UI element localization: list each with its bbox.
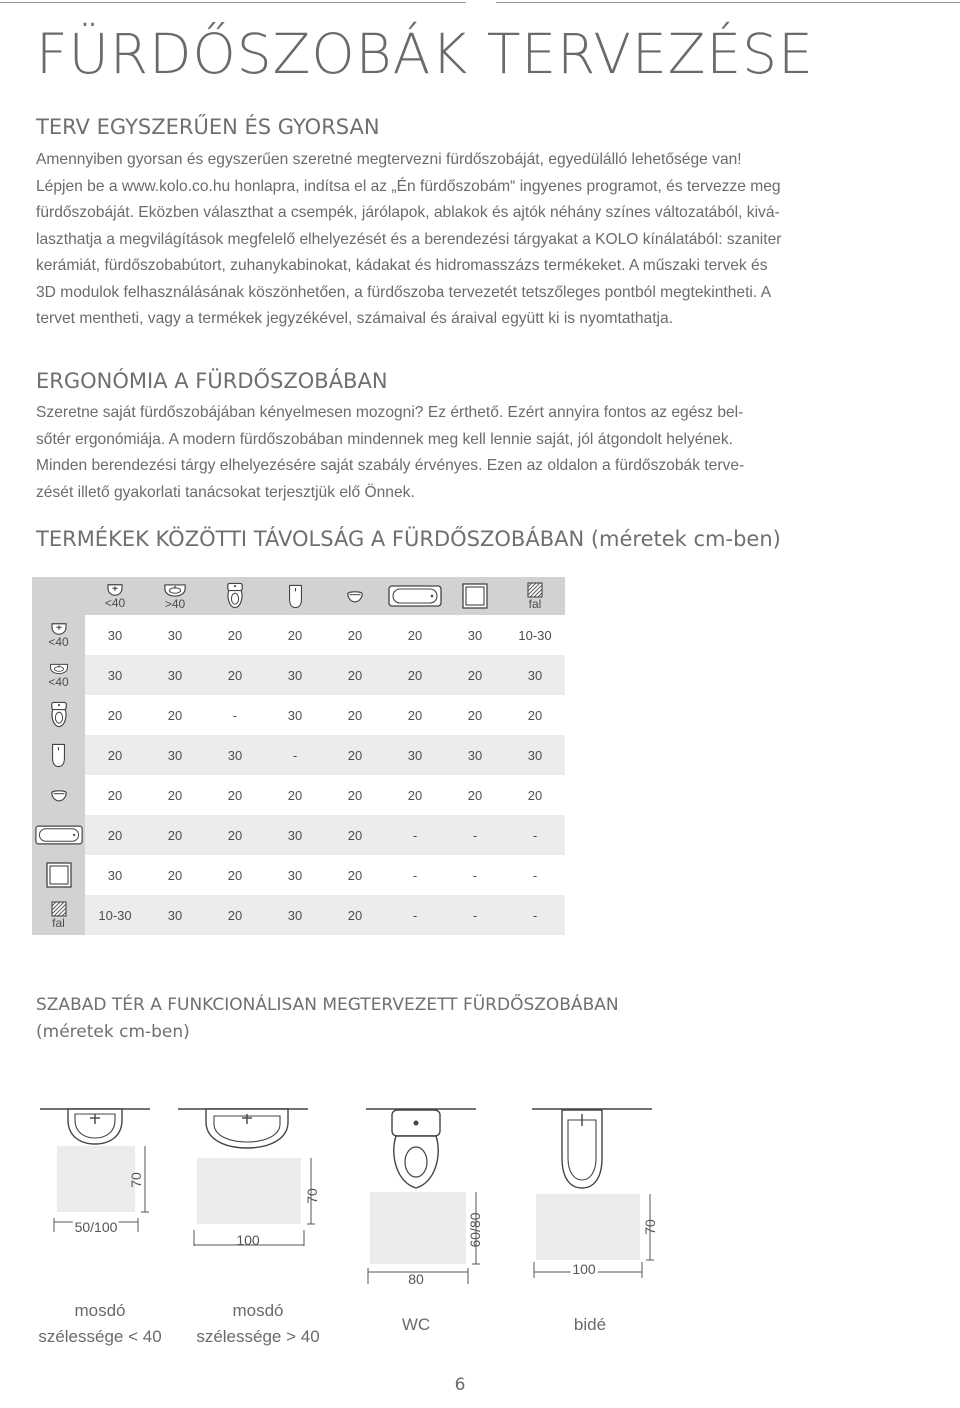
table-cell: 20 xyxy=(205,895,265,935)
table-cell: - xyxy=(505,855,565,895)
table-cell: - xyxy=(505,895,565,935)
urinal-icon xyxy=(50,788,68,803)
row-header-toilet xyxy=(32,695,85,735)
free-space-area xyxy=(197,1158,301,1224)
table-row xyxy=(32,775,565,815)
table-cell: - xyxy=(445,895,505,935)
bidet-icon xyxy=(562,1110,602,1188)
paragraph-line: fürdőszobáját. Eközben választhat a csempék, járólapok, ablakok és ajtók néhány színes változatából, kivá- xyxy=(36,204,780,221)
diagram-caption-large-washbasin xyxy=(178,1298,338,1350)
caption-line: mosdó xyxy=(74,1301,126,1320)
paragraph-line: 3D modulok felhasználásának köszönhetően, a fürdőszoba tervezetét tetszőleges pontból megtekintheti. A xyxy=(36,283,772,301)
paragraph-line: laszthatja a megvilágítások megfelelő elhelyezését és a berendezési tárgyakat a KOLO kínálatából: szaniter xyxy=(36,230,782,248)
table-cell: 20 xyxy=(205,615,265,655)
paragraph-line: tervet mentheti, vagy a termékek jegyzékével, számaival és áraival együtt ki is nyomtathatja. xyxy=(36,310,674,327)
table-cell: 20 xyxy=(145,855,205,895)
table-cell: 20 xyxy=(505,695,565,735)
table-cell: 30 xyxy=(265,815,325,855)
urinal-icon xyxy=(346,589,364,604)
row-header-bathtub xyxy=(32,815,85,855)
table-cell: - xyxy=(385,855,445,895)
table-cell: 30 xyxy=(505,655,565,695)
table-cell: 20 xyxy=(325,815,385,855)
paragraph-line: Szeretne saját fürdőszobájában kényelmesen mozogni? Ez érthető. Ezért annyira fontos az egész bel- xyxy=(36,404,744,421)
large-washbasin-icon xyxy=(163,583,187,598)
table-header-row xyxy=(32,577,565,615)
table-cell: 30 xyxy=(85,855,145,895)
table-cell: 20 xyxy=(325,855,385,895)
wall-icon xyxy=(526,582,544,598)
table-cell: 20 xyxy=(265,775,325,815)
bidet-icon xyxy=(50,742,67,769)
table-cell: 30 xyxy=(145,735,205,775)
table-cell: 10-30 xyxy=(85,895,145,935)
table-cell: 20 xyxy=(445,775,505,815)
large-washbasin-icon xyxy=(206,1109,288,1148)
table-cell: - xyxy=(205,695,265,735)
table-cell: 20 xyxy=(385,655,445,695)
free-space-diagram-large-washbasin xyxy=(178,1100,328,1252)
table-cell: 20 xyxy=(385,775,445,815)
bidet-icon xyxy=(287,583,304,610)
table-cell: 20 xyxy=(85,695,145,735)
width-dimension-label: 50/100 xyxy=(74,1219,118,1235)
toilet-icon xyxy=(226,582,244,610)
table-row xyxy=(32,615,565,655)
table-row xyxy=(32,735,565,775)
section-heading-free-space xyxy=(36,992,619,1046)
small-washbasin-icon xyxy=(68,1109,122,1144)
paragraph-line: kerámiát, fürdőszobabútort, zuhanykabinokat, kádakat és hidromasszázs termékeket. A műszaki tervek és xyxy=(36,257,768,274)
table-cell: 20 xyxy=(325,615,385,655)
width-dimension-label: 100 xyxy=(572,1261,596,1277)
free-space-area xyxy=(536,1194,640,1260)
section-text-ergonomics xyxy=(36,400,910,506)
table-cell: 30 xyxy=(85,615,145,655)
table-cell: 30 xyxy=(145,895,205,935)
column-header-label: <40 xyxy=(104,596,126,610)
paragraph-line: Lépjen be a www.kolo.co.hu honlapra, indítsa el az „Én fürdőszobám“ ingyenes programot, és tervezze meg xyxy=(36,177,781,195)
table-cell: 30 xyxy=(385,735,445,775)
bathtub-icon xyxy=(35,825,83,845)
page-title: FÜRDŐSZOBÁK TERVEZÉSE xyxy=(36,22,814,86)
table-cell: 10-30 xyxy=(505,615,565,655)
table-row xyxy=(32,655,565,695)
table-row xyxy=(32,695,565,735)
row-header-small-washbasin xyxy=(32,615,85,655)
free-space-diagram-bidet xyxy=(522,1100,672,1286)
bathtub-icon xyxy=(388,585,442,607)
depth-dimension-label: 60/80 xyxy=(467,1212,483,1248)
section-heading-line: (méretek cm-ben) xyxy=(36,1022,190,1042)
caption-line: szélessége < 40 xyxy=(38,1327,162,1346)
table-cell: - xyxy=(445,815,505,855)
column-header-wall xyxy=(505,577,565,615)
table-cell: 20 xyxy=(205,655,265,695)
section-text-plan xyxy=(36,147,910,333)
small-washbasin-icon xyxy=(106,583,124,597)
column-header-toilet xyxy=(205,577,265,615)
table-cell: 20 xyxy=(445,655,505,695)
table-cell: 20 xyxy=(505,775,565,815)
paragraph-line: sőtér ergonómiája. A modern fürdőszobában mindennek meg kell lennie saját, jól átgondolt helyének. xyxy=(36,430,733,448)
table-cell: 20 xyxy=(325,695,385,735)
shower-tray-icon xyxy=(462,583,488,609)
table-cell: 20 xyxy=(205,815,265,855)
row-header-label: <40 xyxy=(48,635,69,649)
small-washbasin-icon xyxy=(50,622,68,636)
distance-table xyxy=(32,577,565,935)
table-cell: 30 xyxy=(265,855,325,895)
width-dimension-label: 100 xyxy=(236,1232,260,1248)
table-cell: 30 xyxy=(265,655,325,695)
table-row xyxy=(32,815,565,855)
table-cell: - xyxy=(385,895,445,935)
table-cell: 30 xyxy=(145,655,205,695)
table-cell: - xyxy=(505,815,565,855)
column-header-label: >40 xyxy=(164,596,186,611)
table-cell: 20 xyxy=(265,615,325,655)
paragraph-line: Amennyiben gyorsan és egyszerűen szeretné megtervezni fürdőszobáját, egyedülálló lehetősége van! xyxy=(36,151,742,168)
table-cell: 20 xyxy=(445,695,505,735)
table-cell: 20 xyxy=(325,735,385,775)
wall-icon xyxy=(50,901,68,917)
caption-line: szélessége > 40 xyxy=(196,1327,320,1346)
toilet-icon xyxy=(50,701,68,729)
row-header-shower-tray xyxy=(32,855,85,895)
table-row xyxy=(32,895,565,935)
depth-dimension-label: 70 xyxy=(128,1172,144,1188)
free-space-diagram-small-washbasin xyxy=(40,1100,160,1240)
diagram-caption-toilet xyxy=(366,1312,466,1338)
table-cell: - xyxy=(265,735,325,775)
column-header-bathtub xyxy=(385,577,445,615)
table-cell: 20 xyxy=(325,895,385,935)
table-cell: 20 xyxy=(145,695,205,735)
table-cell: - xyxy=(385,815,445,855)
depth-dimension-label: 70 xyxy=(304,1188,320,1204)
row-header-wall xyxy=(32,895,85,935)
table-cell: 20 xyxy=(145,775,205,815)
table-cell: 30 xyxy=(265,895,325,935)
column-header-shower-tray xyxy=(445,577,505,615)
caption-line: mosdó xyxy=(232,1301,284,1320)
diagram-caption-small-washbasin xyxy=(20,1298,180,1350)
section-heading-distances: TERMÉKEK KÖZÖTTI TÁVOLSÁG A FÜRDŐSZOBÁBAN (méretek cm-ben) xyxy=(36,527,781,551)
top-rule-left xyxy=(0,2,466,3)
caption-line: bidé xyxy=(573,1315,607,1334)
row-header-large-washbasin xyxy=(32,655,85,695)
table-cell: 30 xyxy=(85,655,145,695)
table-cell: 30 xyxy=(505,735,565,775)
table-cell: 20 xyxy=(85,735,145,775)
free-space-diagram-toilet xyxy=(356,1100,496,1290)
table-cell: 20 xyxy=(85,775,145,815)
top-rule-right xyxy=(496,2,960,3)
row-header-label: <40 xyxy=(48,675,69,689)
row-header-label: fal xyxy=(52,916,65,930)
column-header-small-washbasin xyxy=(85,577,145,615)
row-header-bidet xyxy=(32,735,85,775)
free-space-area xyxy=(57,1146,135,1212)
width-dimension-label: 80 xyxy=(408,1271,424,1287)
column-header-urinal xyxy=(325,577,385,615)
large-washbasin-icon xyxy=(49,662,69,676)
table-cell: 20 xyxy=(85,815,145,855)
shower-tray-icon xyxy=(46,862,72,888)
table-cell: 20 xyxy=(385,695,445,735)
page-number: 6 xyxy=(454,1375,466,1395)
table-cell: 30 xyxy=(205,735,265,775)
paragraph-line: zését illető gyakorlati tanácsokat terjesztjük elő Önnek. xyxy=(36,483,415,501)
table-cell: 20 xyxy=(145,815,205,855)
section-heading-ergonomics: ERGONÓMIA A FÜRDŐSZOBÁBAN xyxy=(36,369,388,393)
table-cell: 30 xyxy=(265,695,325,735)
column-header-label: fal xyxy=(528,597,542,611)
table-corner-cell xyxy=(32,577,85,615)
table-cell: 20 xyxy=(205,855,265,895)
diagram-caption-bidet xyxy=(540,1312,640,1338)
depth-dimension-label: 70 xyxy=(642,1219,658,1235)
paragraph-line: Minden berendezési tárgy elhelyezésére saját szabály érvényes. Ezen az oldalon a fürdőszobák terve- xyxy=(36,457,745,474)
column-header-large-washbasin xyxy=(145,577,205,615)
row-header-urinal xyxy=(32,775,85,815)
table-cell: 20 xyxy=(385,615,445,655)
section-heading-line: SZABAD TÉR A FUNKCIONÁLISAN MEGTERVEZETT FÜRDŐSZOBÁBAN xyxy=(36,995,619,1015)
column-header-bidet xyxy=(265,577,325,615)
caption-line: WC xyxy=(401,1315,431,1334)
table-cell: 30 xyxy=(445,615,505,655)
table-cell: - xyxy=(445,855,505,895)
table-row xyxy=(32,855,565,895)
table-cell: 20 xyxy=(325,775,385,815)
section-heading-plan: TERV EGYSZERŰEN ÉS GYORSAN xyxy=(36,115,380,139)
toilet-icon xyxy=(392,1110,440,1188)
table-cell: 30 xyxy=(445,735,505,775)
table-cell: 20 xyxy=(325,655,385,695)
free-space-area xyxy=(370,1192,466,1264)
table-cell: 30 xyxy=(145,615,205,655)
table-cell: 20 xyxy=(205,775,265,815)
